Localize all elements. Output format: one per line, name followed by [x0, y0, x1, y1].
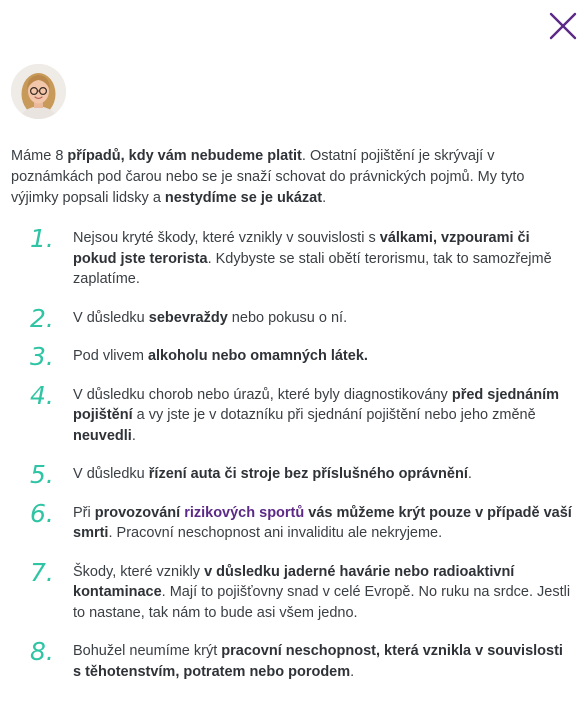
- exclusions-list: [0, 224, 587, 700]
- exclusion-item-4: [0, 380, 587, 447]
- item-text: Pod vlivem: [73, 348, 148, 364]
- item-text: Bohužel neumíme krýt: [73, 643, 222, 659]
- item-bold: pracovní neschopnost, která vznikla v souvislosti s těhotenstvím, potratem nebo porodem: [73, 643, 563, 680]
- item-bold: řízení auta či stroje bez příslušného oprávnění: [148, 466, 468, 482]
- exclusion-item-2: [0, 303, 587, 333]
- risky-sports-link[interactable]: rizikových sportů: [184, 504, 305, 521]
- exclusion-item-3: [0, 342, 587, 371]
- person-photo-icon: [11, 64, 66, 119]
- item-text: . Kdybyste se stali obětí terorismu, tak to samozřejmě zaplatíme.: [73, 250, 552, 287]
- item-text: .: [467, 466, 472, 482]
- agent-avatar: [11, 64, 66, 119]
- item-number: 1.: [30, 224, 54, 253]
- item-bold: válkami, vzpourami či pokud jste terorista: [73, 230, 530, 267]
- item-number: 2.: [30, 303, 54, 333]
- item-text: Škody, které vznikly: [73, 563, 205, 580]
- item-text: V důsledku chorob nebo úrazů, které byly diagnostikovány: [73, 386, 452, 403]
- intro-bold-unashamed: nestydíme se je ukázat: [164, 190, 323, 206]
- exclusion-item-5: [0, 460, 587, 489]
- exclusion-item-7: [0, 557, 587, 624]
- item-number: 6.: [30, 498, 54, 528]
- intro-text-part: Máme 8: [11, 148, 68, 164]
- item-bold: alkoholu nebo omamných látek.: [147, 348, 368, 364]
- item-text: V důsledku: [73, 309, 149, 326]
- intro-text-part: . Ostatní pojištění je skrývají v poznámkách pod čarou nebo se je snaží schovat do právnických pojmů. My tyto výjimky popsali lidsky a: [11, 148, 525, 206]
- intro-bold-cases: případů, kdy vám nebudeme platit: [67, 148, 302, 164]
- item-bold: před sjednáním pojištění: [73, 386, 560, 423]
- intro-text-part: .: [322, 190, 327, 206]
- exclusion-item-1: [0, 224, 587, 290]
- item-text: . Mají to pojišťovny snad v celé Evropě. No ruku na srdce. Jestli to nastane, tak nám to bude asi všem jedno.: [73, 584, 571, 621]
- item-number: 4.: [30, 380, 54, 410]
- item-number: 8.: [30, 637, 54, 666]
- item-bold: v důsledku jaderné havárie nebo radioaktivní kontaminace: [73, 563, 515, 600]
- item-text: Při: [73, 504, 95, 521]
- exclusion-item-8: [0, 637, 587, 682]
- intro-text: [11, 146, 571, 209]
- item-number: 5.: [30, 460, 54, 489]
- item-bold: vás můžeme krýt pouze v případě vaší smrti: [73, 504, 572, 541]
- item-text: V důsledku: [73, 466, 149, 482]
- item-text: nebo pokusu o ní.: [227, 309, 348, 326]
- close-icon: [549, 12, 577, 40]
- item-text: .: [350, 663, 355, 680]
- item-text: a vy jste je v dotazníku při sjednání pojištění nebo jeho změně: [132, 407, 536, 423]
- item-text: .: [131, 427, 136, 444]
- item-bold: provozování: [94, 504, 185, 521]
- item-text: Nejsou kryté škody, které vznikly v souvislosti s: [73, 230, 380, 246]
- close-button[interactable]: [549, 12, 577, 40]
- item-bold: sebevraždy: [148, 309, 228, 326]
- item-text: . Pracovní neschopnost ani invaliditu ale nekryjeme.: [108, 525, 443, 541]
- item-number: 7.: [30, 557, 54, 587]
- item-number: 3.: [30, 342, 54, 371]
- exclusion-item-6: [0, 498, 587, 544]
- item-bold: neuvedli: [73, 427, 132, 444]
